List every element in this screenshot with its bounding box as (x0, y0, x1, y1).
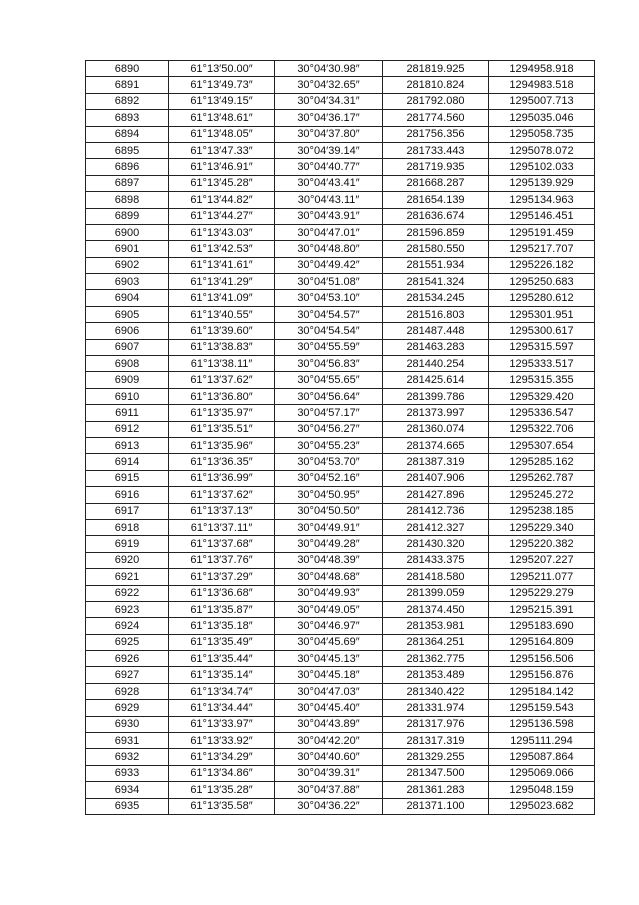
latitude-cell: 61°13′41.09″ (169, 290, 275, 306)
point-number-cell: 6919 (86, 536, 169, 552)
y-coordinate-cell: 1295111.294 (489, 733, 595, 749)
longitude-cell: 30°04′42.20″ (275, 733, 383, 749)
table-row (86, 61, 595, 77)
x-coordinate-cell: 281340.422 (383, 683, 489, 699)
y-coordinate-cell: 1295156.506 (489, 651, 595, 667)
table-row (86, 356, 595, 372)
point-number-cell: 6901 (86, 241, 169, 257)
y-coordinate-cell: 1295207.227 (489, 552, 595, 568)
x-coordinate-cell: 281407.906 (383, 470, 489, 486)
x-coordinate-cell: 281418.580 (383, 569, 489, 585)
longitude-cell: 30°04′46.97″ (275, 618, 383, 634)
longitude-cell: 30°04′49.28″ (275, 536, 383, 552)
table-row (86, 749, 595, 765)
x-coordinate-cell: 281636.674 (383, 208, 489, 224)
y-coordinate-cell: 1295280.612 (489, 290, 595, 306)
table-row (86, 454, 595, 470)
latitude-cell: 61°13′40.55″ (169, 306, 275, 322)
table-row (86, 421, 595, 437)
latitude-cell: 61°13′38.11″ (169, 356, 275, 372)
latitude-cell: 61°13′34.74″ (169, 683, 275, 699)
latitude-cell: 61°13′37.68″ (169, 536, 275, 552)
x-coordinate-cell: 281317.319 (383, 733, 489, 749)
table-row (86, 192, 595, 208)
x-coordinate-cell: 281668.287 (383, 175, 489, 191)
table-row (86, 487, 595, 503)
x-coordinate-cell: 281399.786 (383, 388, 489, 404)
latitude-cell: 61°13′35.51″ (169, 421, 275, 437)
y-coordinate-cell: 1295217.707 (489, 241, 595, 257)
y-coordinate-cell: 1295226.182 (489, 257, 595, 273)
y-coordinate-cell: 1295301.951 (489, 306, 595, 322)
longitude-cell: 30°04′40.77″ (275, 159, 383, 175)
point-number-cell: 6899 (86, 208, 169, 224)
latitude-cell: 61°13′35.28″ (169, 782, 275, 798)
y-coordinate-cell: 1295329.420 (489, 388, 595, 404)
point-number-cell: 6908 (86, 356, 169, 372)
longitude-cell: 30°04′50.50″ (275, 503, 383, 519)
point-number-cell: 6902 (86, 257, 169, 273)
point-number-cell: 6905 (86, 306, 169, 322)
longitude-cell: 30°04′40.60″ (275, 749, 383, 765)
table-row (86, 503, 595, 519)
y-coordinate-cell: 1294958.918 (489, 61, 595, 77)
point-number-cell: 6923 (86, 601, 169, 617)
table-row (86, 798, 595, 814)
latitude-cell: 61°13′36.68″ (169, 585, 275, 601)
latitude-cell: 61°13′35.97″ (169, 405, 275, 421)
longitude-cell: 30°04′55.23″ (275, 437, 383, 453)
longitude-cell: 30°04′53.70″ (275, 454, 383, 470)
latitude-cell: 61°13′43.03″ (169, 224, 275, 240)
point-number-cell: 6917 (86, 503, 169, 519)
latitude-cell: 61°13′34.29″ (169, 749, 275, 765)
table-row (86, 585, 595, 601)
table-row (86, 224, 595, 240)
longitude-cell: 30°04′56.64″ (275, 388, 383, 404)
table-row (86, 405, 595, 421)
longitude-cell: 30°04′48.39″ (275, 552, 383, 568)
longitude-cell: 30°04′49.05″ (275, 601, 383, 617)
point-number-cell: 6890 (86, 61, 169, 77)
latitude-cell: 61°13′37.11″ (169, 519, 275, 535)
point-number-cell: 6893 (86, 110, 169, 126)
longitude-cell: 30°04′48.80″ (275, 241, 383, 257)
table-row (86, 159, 595, 175)
x-coordinate-cell: 281412.327 (383, 519, 489, 535)
y-coordinate-cell: 1295035.046 (489, 110, 595, 126)
latitude-cell: 61°13′35.14″ (169, 667, 275, 683)
point-number-cell: 6933 (86, 765, 169, 781)
longitude-cell: 30°04′30.98″ (275, 61, 383, 77)
table-row (86, 290, 595, 306)
longitude-cell: 30°04′48.68″ (275, 569, 383, 585)
y-coordinate-cell: 1295245.272 (489, 487, 595, 503)
y-coordinate-cell: 1295262.787 (489, 470, 595, 486)
point-number-cell: 6916 (86, 487, 169, 503)
longitude-cell: 30°04′43.41″ (275, 175, 383, 191)
table-row (86, 110, 595, 126)
longitude-cell: 30°04′36.17″ (275, 110, 383, 126)
table-row (86, 470, 595, 486)
y-coordinate-cell: 1295023.682 (489, 798, 595, 814)
x-coordinate-cell: 281792.080 (383, 93, 489, 109)
x-coordinate-cell: 281353.981 (383, 618, 489, 634)
longitude-cell: 30°04′45.69″ (275, 634, 383, 650)
y-coordinate-cell: 1295191.459 (489, 224, 595, 240)
point-number-cell: 6900 (86, 224, 169, 240)
point-number-cell: 6904 (86, 290, 169, 306)
latitude-cell: 61°13′44.27″ (169, 208, 275, 224)
x-coordinate-cell: 281487.448 (383, 323, 489, 339)
table-row (86, 667, 595, 683)
longitude-cell: 30°04′43.91″ (275, 208, 383, 224)
x-coordinate-cell: 281387.319 (383, 454, 489, 470)
longitude-cell: 30°04′54.54″ (275, 323, 383, 339)
latitude-cell: 61°13′49.15″ (169, 93, 275, 109)
latitude-cell: 61°13′49.73″ (169, 77, 275, 93)
point-number-cell: 6927 (86, 667, 169, 683)
table-row (86, 274, 595, 290)
y-coordinate-cell: 1295134.963 (489, 192, 595, 208)
x-coordinate-cell: 281331.974 (383, 700, 489, 716)
y-coordinate-cell: 1295007.713 (489, 93, 595, 109)
latitude-cell: 61°13′36.35″ (169, 454, 275, 470)
longitude-cell: 30°04′43.89″ (275, 716, 383, 732)
x-coordinate-cell: 281412.736 (383, 503, 489, 519)
point-number-cell: 6926 (86, 651, 169, 667)
table-row (86, 388, 595, 404)
x-coordinate-cell: 281774.560 (383, 110, 489, 126)
table-row (86, 700, 595, 716)
longitude-cell: 30°04′36.22″ (275, 798, 383, 814)
point-number-cell: 6895 (86, 142, 169, 158)
x-coordinate-cell: 281756.356 (383, 126, 489, 142)
y-coordinate-cell: 1295058.735 (489, 126, 595, 142)
x-coordinate-cell: 281361.283 (383, 782, 489, 798)
point-number-cell: 6906 (86, 323, 169, 339)
latitude-cell: 61°13′41.61″ (169, 257, 275, 273)
latitude-cell: 61°13′34.44″ (169, 700, 275, 716)
longitude-cell: 30°04′55.59″ (275, 339, 383, 355)
y-coordinate-cell: 1295069.066 (489, 765, 595, 781)
x-coordinate-cell: 281580.550 (383, 241, 489, 257)
longitude-cell: 30°04′47.03″ (275, 683, 383, 699)
point-number-cell: 6930 (86, 716, 169, 732)
table-row (86, 683, 595, 699)
longitude-cell: 30°04′50.95″ (275, 487, 383, 503)
y-coordinate-cell: 1295136.598 (489, 716, 595, 732)
point-number-cell: 6918 (86, 519, 169, 535)
y-coordinate-cell: 1295333.517 (489, 356, 595, 372)
table-row (86, 208, 595, 224)
table-row (86, 716, 595, 732)
latitude-cell: 61°13′50.00″ (169, 61, 275, 77)
latitude-cell: 61°13′35.87″ (169, 601, 275, 617)
point-number-cell: 6892 (86, 93, 169, 109)
table-row (86, 126, 595, 142)
x-coordinate-cell: 281362.775 (383, 651, 489, 667)
y-coordinate-cell: 1295307.654 (489, 437, 595, 453)
y-coordinate-cell: 1295315.355 (489, 372, 595, 388)
table-row (86, 536, 595, 552)
latitude-cell: 61°13′48.61″ (169, 110, 275, 126)
y-coordinate-cell: 1295156.876 (489, 667, 595, 683)
y-coordinate-cell: 1295285.162 (489, 454, 595, 470)
longitude-cell: 30°04′37.88″ (275, 782, 383, 798)
longitude-cell: 30°04′52.16″ (275, 470, 383, 486)
y-coordinate-cell: 1294983.518 (489, 77, 595, 93)
point-number-cell: 6932 (86, 749, 169, 765)
latitude-cell: 61°13′47.33″ (169, 142, 275, 158)
point-number-cell: 6934 (86, 782, 169, 798)
latitude-cell: 61°13′37.62″ (169, 487, 275, 503)
point-number-cell: 6931 (86, 733, 169, 749)
point-number-cell: 6896 (86, 159, 169, 175)
longitude-cell: 30°04′54.57″ (275, 306, 383, 322)
longitude-cell: 30°04′57.17″ (275, 405, 383, 421)
longitude-cell: 30°04′43.11″ (275, 192, 383, 208)
point-number-cell: 6925 (86, 634, 169, 650)
longitude-cell: 30°04′53.10″ (275, 290, 383, 306)
longitude-cell: 30°04′45.13″ (275, 651, 383, 667)
point-number-cell: 6910 (86, 388, 169, 404)
y-coordinate-cell: 1295300.617 (489, 323, 595, 339)
latitude-cell: 61°13′45.28″ (169, 175, 275, 191)
longitude-cell: 30°04′34.31″ (275, 93, 383, 109)
latitude-cell: 61°13′35.18″ (169, 618, 275, 634)
point-number-cell: 6897 (86, 175, 169, 191)
table-row (86, 257, 595, 273)
table-row (86, 733, 595, 749)
longitude-cell: 30°04′49.91″ (275, 519, 383, 535)
point-number-cell: 6929 (86, 700, 169, 716)
longitude-cell: 30°04′37.80″ (275, 126, 383, 142)
latitude-cell: 61°13′35.58″ (169, 798, 275, 814)
y-coordinate-cell: 1295229.279 (489, 585, 595, 601)
y-coordinate-cell: 1295238.185 (489, 503, 595, 519)
y-coordinate-cell: 1295048.159 (489, 782, 595, 798)
y-coordinate-cell: 1295102.033 (489, 159, 595, 175)
point-number-cell: 6909 (86, 372, 169, 388)
latitude-cell: 61°13′35.96″ (169, 437, 275, 453)
point-number-cell: 6903 (86, 274, 169, 290)
table-row (86, 339, 595, 355)
latitude-cell: 61°13′48.05″ (169, 126, 275, 142)
latitude-cell: 61°13′36.80″ (169, 388, 275, 404)
longitude-cell: 30°04′51.08″ (275, 274, 383, 290)
latitude-cell: 61°13′42.53″ (169, 241, 275, 257)
y-coordinate-cell: 1295250.683 (489, 274, 595, 290)
latitude-cell: 61°13′38.83″ (169, 339, 275, 355)
table-row (86, 175, 595, 191)
latitude-cell: 61°13′37.62″ (169, 372, 275, 388)
table-row (86, 93, 595, 109)
longitude-cell: 30°04′39.31″ (275, 765, 383, 781)
y-coordinate-cell: 1295211.077 (489, 569, 595, 585)
x-coordinate-cell: 281516.803 (383, 306, 489, 322)
y-coordinate-cell: 1295322.706 (489, 421, 595, 437)
table-row (86, 765, 595, 781)
latitude-cell: 61°13′37.76″ (169, 552, 275, 568)
latitude-cell: 61°13′41.29″ (169, 274, 275, 290)
latitude-cell: 61°13′37.13″ (169, 503, 275, 519)
y-coordinate-cell: 1295229.340 (489, 519, 595, 535)
longitude-cell: 30°04′56.83″ (275, 356, 383, 372)
longitude-cell: 30°04′45.40″ (275, 700, 383, 716)
longitude-cell: 30°04′56.27″ (275, 421, 383, 437)
table-row (86, 372, 595, 388)
x-coordinate-cell: 281364.251 (383, 634, 489, 650)
table-row (86, 782, 595, 798)
y-coordinate-cell: 1295183.690 (489, 618, 595, 634)
longitude-cell: 30°04′49.93″ (275, 585, 383, 601)
table-row (86, 77, 595, 93)
point-number-cell: 6907 (86, 339, 169, 355)
latitude-cell: 61°13′36.99″ (169, 470, 275, 486)
longitude-cell: 30°04′49.42″ (275, 257, 383, 273)
point-number-cell: 6898 (86, 192, 169, 208)
y-coordinate-cell: 1295184.142 (489, 683, 595, 699)
latitude-cell: 61°13′35.49″ (169, 634, 275, 650)
x-coordinate-cell: 281430.320 (383, 536, 489, 552)
table-row (86, 552, 595, 568)
longitude-cell: 30°04′47.01″ (275, 224, 383, 240)
x-coordinate-cell: 281329.255 (383, 749, 489, 765)
x-coordinate-cell: 281399.059 (383, 585, 489, 601)
y-coordinate-cell: 1295315.597 (489, 339, 595, 355)
x-coordinate-cell: 281534.245 (383, 290, 489, 306)
longitude-cell: 30°04′45.18″ (275, 667, 383, 683)
point-number-cell: 6921 (86, 569, 169, 585)
x-coordinate-cell: 281654.139 (383, 192, 489, 208)
x-coordinate-cell: 281374.665 (383, 437, 489, 453)
x-coordinate-cell: 281427.896 (383, 487, 489, 503)
latitude-cell: 61°13′35.44″ (169, 651, 275, 667)
table-row (86, 323, 595, 339)
x-coordinate-cell: 281719.935 (383, 159, 489, 175)
x-coordinate-cell: 281360.074 (383, 421, 489, 437)
y-coordinate-cell: 1295087.864 (489, 749, 595, 765)
x-coordinate-cell: 281440.254 (383, 356, 489, 372)
point-number-cell: 6912 (86, 421, 169, 437)
x-coordinate-cell: 281541.324 (383, 274, 489, 290)
x-coordinate-cell: 281819.925 (383, 61, 489, 77)
y-coordinate-cell: 1295139.929 (489, 175, 595, 191)
x-coordinate-cell: 281425.614 (383, 372, 489, 388)
table-row (86, 241, 595, 257)
latitude-cell: 61°13′33.97″ (169, 716, 275, 732)
table-row (86, 569, 595, 585)
table-row (86, 601, 595, 617)
point-number-cell: 6914 (86, 454, 169, 470)
latitude-cell: 61°13′46.91″ (169, 159, 275, 175)
y-coordinate-cell: 1295164.809 (489, 634, 595, 650)
point-number-cell: 6924 (86, 618, 169, 634)
table-row (86, 437, 595, 453)
table-row (86, 142, 595, 158)
y-coordinate-cell: 1295159.543 (489, 700, 595, 716)
latitude-cell: 61°13′37.29″ (169, 569, 275, 585)
point-number-cell: 6915 (86, 470, 169, 486)
y-coordinate-cell: 1295336.547 (489, 405, 595, 421)
x-coordinate-cell: 281353.489 (383, 667, 489, 683)
table-row (86, 306, 595, 322)
longitude-cell: 30°04′32.65″ (275, 77, 383, 93)
y-coordinate-cell: 1295146.451 (489, 208, 595, 224)
point-number-cell: 6935 (86, 798, 169, 814)
x-coordinate-cell: 281317.976 (383, 716, 489, 732)
point-number-cell: 6894 (86, 126, 169, 142)
longitude-cell: 30°04′55.65″ (275, 372, 383, 388)
table-row (86, 634, 595, 650)
point-number-cell: 6928 (86, 683, 169, 699)
x-coordinate-cell: 281551.934 (383, 257, 489, 273)
latitude-cell: 61°13′33.92″ (169, 733, 275, 749)
y-coordinate-cell: 1295215.391 (489, 601, 595, 617)
point-number-cell: 6913 (86, 437, 169, 453)
coordinates-table-body (86, 61, 595, 815)
table-row (86, 651, 595, 667)
y-coordinate-cell: 1295220.382 (489, 536, 595, 552)
x-coordinate-cell: 281373.997 (383, 405, 489, 421)
x-coordinate-cell: 281347.500 (383, 765, 489, 781)
latitude-cell: 61°13′34.86″ (169, 765, 275, 781)
x-coordinate-cell: 281374.450 (383, 601, 489, 617)
x-coordinate-cell: 281371.100 (383, 798, 489, 814)
coordinates-table (85, 60, 595, 815)
x-coordinate-cell: 281433.375 (383, 552, 489, 568)
latitude-cell: 61°13′44.82″ (169, 192, 275, 208)
point-number-cell: 6920 (86, 552, 169, 568)
point-number-cell: 6911 (86, 405, 169, 421)
x-coordinate-cell: 281596.859 (383, 224, 489, 240)
x-coordinate-cell: 281463.283 (383, 339, 489, 355)
x-coordinate-cell: 281733.443 (383, 142, 489, 158)
y-coordinate-cell: 1295078.072 (489, 142, 595, 158)
longitude-cell: 30°04′39.14″ (275, 142, 383, 158)
point-number-cell: 6891 (86, 77, 169, 93)
point-number-cell: 6922 (86, 585, 169, 601)
table-row (86, 519, 595, 535)
x-coordinate-cell: 281810.824 (383, 77, 489, 93)
latitude-cell: 61°13′39.60″ (169, 323, 275, 339)
table-row (86, 618, 595, 634)
